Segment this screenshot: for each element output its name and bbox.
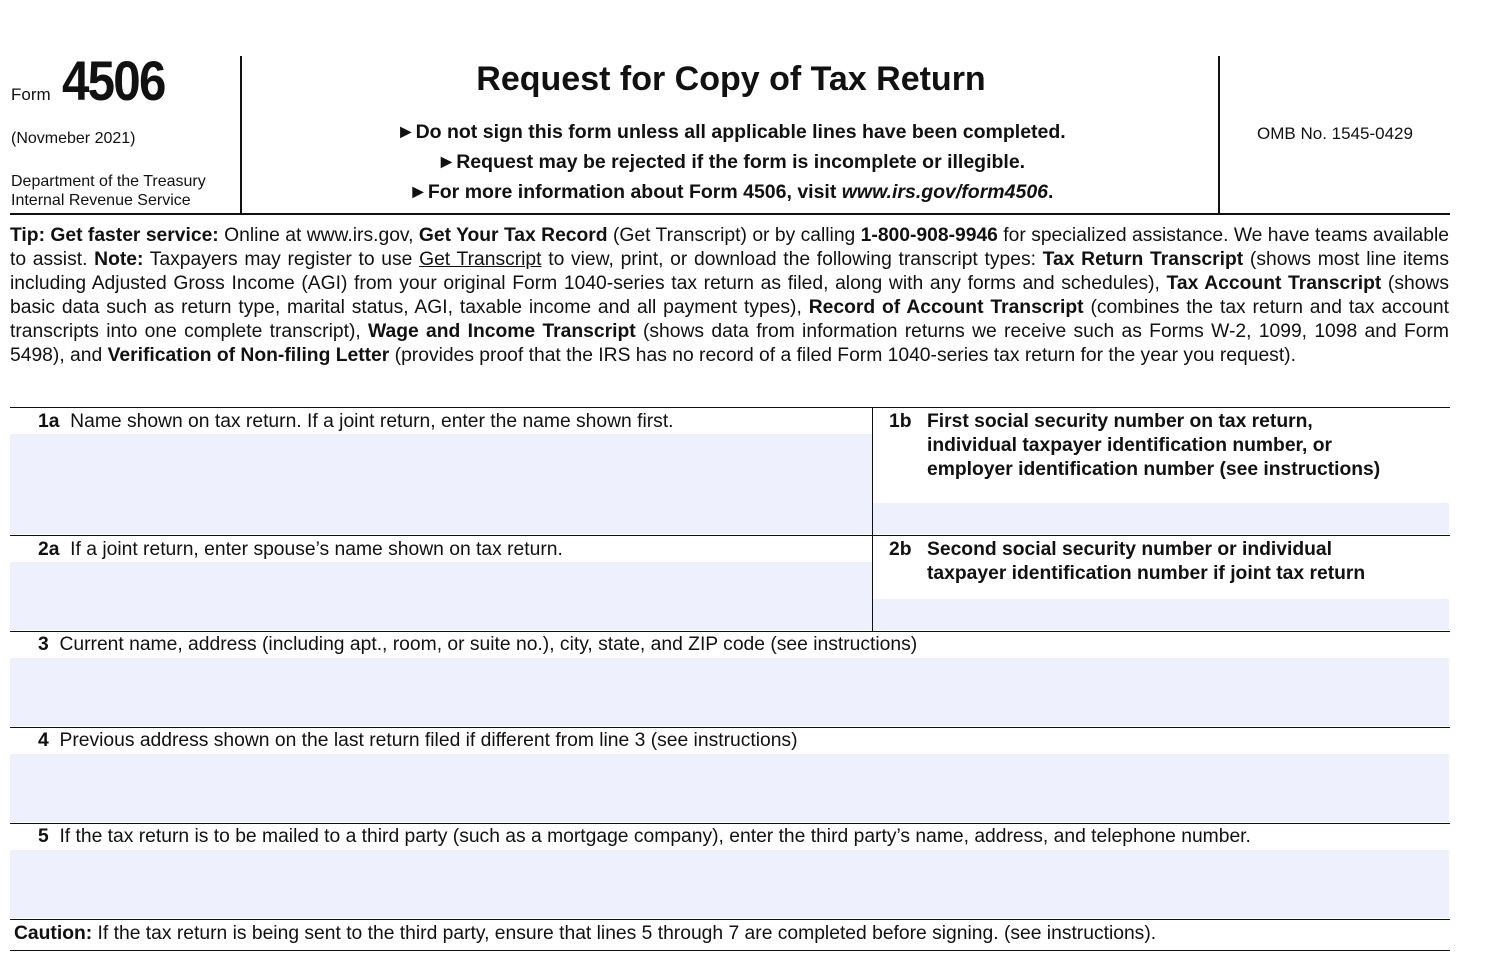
tip-non-filing-letter: Verification of Non-filing Letter [107,345,390,366]
field-5-label [38,825,1251,849]
tip-paragraph [10,224,1449,368]
field-1a-number: 1a [38,411,60,432]
field-4-text: Previous address shown on the last return filed if different from line 3 (see instructions) [59,730,798,751]
field-1b-text [927,410,1380,482]
field-rule [10,823,1450,824]
tip-text: (shows basic data such as return type, marital status, AGI, taxable income and all payment types), [10,273,1449,318]
field-5-text: If the tax return is to be mailed to a third party (such as a mortgage company), enter the third party’s name, address, and telephone number. [59,826,1251,847]
instruction-3-text: For more information about Form 4506, visit [427,181,837,203]
tip-note: Note: [94,249,144,270]
arrow-icon: ► [408,181,428,203]
arrow-icon: ► [396,121,416,143]
third-party-input[interactable] [10,850,1449,918]
field-3-label [38,633,917,657]
tip-get-tax-record: Get Your Tax Record [418,225,608,246]
field-2b-line2: taxpayer identification number if joint tax return [927,563,1366,584]
field-rule [10,727,1450,728]
instruction-url[interactable]: www.irs.gov/form4506 [841,181,1049,203]
tip-wage-income: Wage and Income Transcript [368,321,636,342]
header-bottom-rule [10,213,1450,215]
previous-address-input[interactable] [10,754,1449,822]
form-revision: (Novmeber 2021) [11,130,136,147]
field-rule [10,535,1450,536]
field-2b-number: 2b [889,539,912,560]
form-number: 4506 [62,49,165,112]
field-5-number: 5 [38,826,49,847]
instruction-1-text: Do not sign this form unless all applicable lines have been completed. [415,121,1066,143]
field-2a-label [38,538,563,562]
tip-text: for specialized assistance. We have teams available to assist. [10,225,1449,270]
form-word: Form [11,85,51,104]
field-rule [10,919,1450,920]
tip-phone: 1-800-908-9946 [860,225,998,246]
instruction-1 [244,121,1218,144]
field-3-number: 3 [38,634,49,655]
tip-text: (combines the tax return and tax account transcripts into one complete transcript), [10,297,1449,342]
department-line1: Department of the Treasury [11,173,206,190]
field-2b-line1: Second social security number or individual [927,539,1333,560]
field-1b-line1: First social security number on tax return, [927,411,1313,432]
instruction-3: ►For more information about Form 4506, visit www.irs.gov/form4506. [408,181,1054,203]
tip-lead: Tip: Get faster service: [10,225,219,246]
field-1a-label [38,410,674,434]
tip-text: Taxpayers may register to use [143,249,420,270]
header-divider-right [1218,56,1220,214]
tip-text: (shows data from information returns we receive such as Forms W-2, 1099, 1098 and Form 5498), and [10,321,1449,366]
get-transcript-link[interactable]: Get Transcript [419,249,542,270]
current-address-input[interactable] [10,658,1449,726]
field-1b-number: 1b [889,411,912,432]
arrow-icon: ► [436,151,457,173]
field-1b-label [889,410,912,434]
field-2b-label [889,538,912,562]
tip-text: Online at www.irs.gov, [218,225,419,246]
caution-text: If the tax return is being sent to the third party, ensure that lines 5 through 7 are completed before signing. (see instructions). [92,923,1157,944]
department [11,172,206,210]
field-4-label [38,729,798,753]
field-rule [10,950,1450,951]
field-4-number: 4 [38,730,49,751]
field-rule [10,407,1450,408]
tip-text: (Get Transcript) or by calling [607,225,861,246]
field-rule [10,631,1450,632]
tip-text: (provides proof that the IRS has no record of a filed Form 1040-series tax return for the year you request). [389,345,1296,366]
instruction-2-text: Request may be rejected if the form is incomplete or illegible. [456,151,1026,173]
field-1a-text: Name shown on tax return. If a joint return, enter the name shown first. [70,411,674,432]
field-2a-text: If a joint return, enter spouse’s name shown on tax return. [70,539,563,560]
tip-text: (shows most line items including Adjusted Gross Income (AGI) from your original Form 1040-series tax return as filed, along with any forms and schedules), [10,249,1449,294]
caution-lead: Caution: [14,923,93,944]
field-1b-line2: individual taxpayer identification number, or [927,435,1332,456]
department-line2: Internal Revenue Service [11,192,191,209]
header-divider-left [240,56,242,214]
form-title: Request for Copy of Tax Return [476,60,986,98]
tip-text: to view, print, or download the following transcript types: [541,249,1043,270]
tip-record-of-account: Record of Account Transcript [808,297,1084,318]
tip-tax-account-transcript: Tax Account Transcript [1166,273,1382,294]
omb-number: OMB No. 1545-0429 [1257,124,1413,143]
spouse-name-input[interactable] [10,562,872,630]
field-2a-number: 2a [38,539,60,560]
instruction-2 [244,151,1218,174]
spouse-ssn-input[interactable] [873,599,1449,630]
ssn-input[interactable] [873,503,1449,534]
tip-tax-return-transcript: Tax Return Transcript [1042,249,1244,270]
field-3-text: Current name, address (including apt., room, or suite no.), city, state, and ZIP code (see instructions) [59,634,918,655]
field-2b-text [927,538,1365,586]
field-1b-line3: employer identification number (see instructions) [927,459,1381,480]
caution-note [14,923,1156,945]
name-input[interactable] [10,434,872,534]
